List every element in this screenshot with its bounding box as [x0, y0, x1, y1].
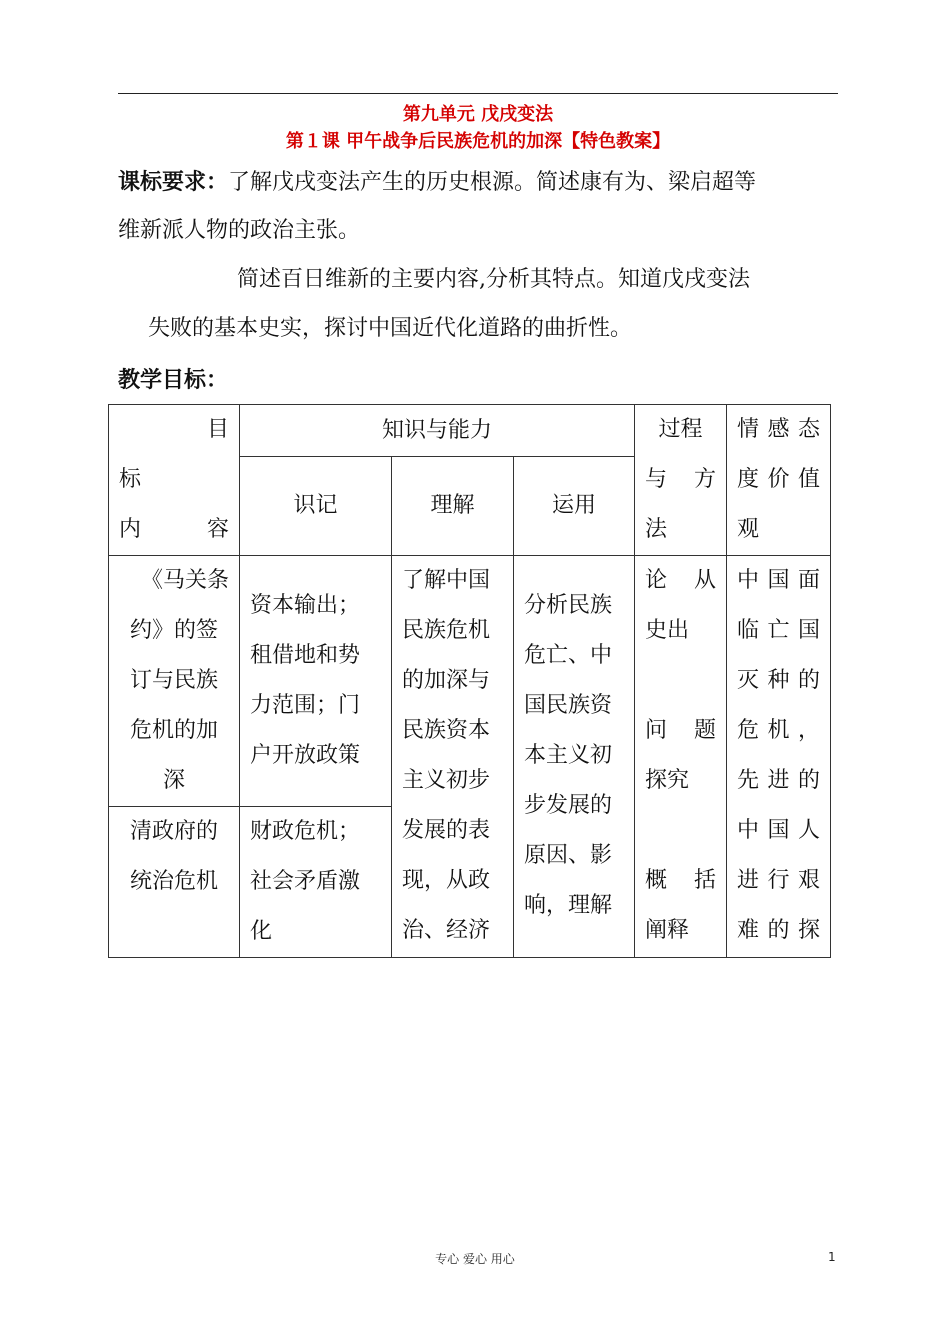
process-line: 问 题	[645, 718, 717, 743]
standards-line-2: 维新派人物的政治主张。	[118, 218, 361, 243]
understand-line: 民族资本	[402, 718, 491, 743]
emotion-line: 危机，	[737, 718, 821, 743]
process-line: 论 从	[645, 568, 717, 593]
emotion-header-cell	[727, 405, 831, 556]
apply-line: 步发展的	[524, 793, 613, 818]
unit-title: 第九单元 戊戌变法	[402, 104, 554, 125]
header-rule	[118, 93, 838, 94]
emotion-line: 中国面	[737, 568, 821, 593]
understand-header-cell	[392, 457, 514, 556]
objectives-table	[108, 404, 831, 958]
row2-memorize-line: 化	[250, 919, 273, 944]
knowledge-header-cell	[240, 405, 635, 457]
understand-header: 理解	[430, 493, 475, 519]
row1-content-line: 《马关条	[140, 568, 229, 593]
row1-memorize-line: 力范围；门	[250, 693, 361, 718]
understand-line: 现，从政	[402, 868, 491, 893]
emotion-line: 临亡国	[737, 618, 821, 643]
row1-memorize-line: 租借地和势	[250, 643, 361, 668]
apply-cell	[514, 556, 635, 958]
emotion-header-3: 观	[737, 517, 760, 542]
row1-memorize-line: 资本输出；	[250, 593, 361, 618]
emotion-line: 中国人	[737, 818, 821, 843]
apply-line: 本主义初	[524, 743, 613, 768]
row1-content-line: 深	[162, 768, 185, 793]
process-header-cell	[635, 405, 727, 556]
standards-label: 课标要求：	[118, 169, 229, 195]
process-line: 探究	[645, 768, 690, 793]
process-line: 概 括	[645, 868, 717, 893]
understand-line: 发展的表	[402, 818, 491, 843]
row1-memorize-cell	[240, 556, 392, 807]
row1-memorize-line: 户开放政策	[250, 743, 361, 768]
row1-content-line: 约》的签	[129, 618, 218, 643]
understand-line: 的加深与	[402, 668, 491, 693]
understand-line: 了解中国	[402, 568, 491, 593]
standards-line-3: 简述百日维新的主要内容,分析其特点。知道戊戌变法	[237, 267, 750, 292]
apply-line: 危亡、中	[524, 643, 613, 668]
process-line-blank	[645, 656, 716, 706]
emotion-line: 难的探	[737, 918, 821, 943]
standards-line-4: 失败的基本史实，探讨中国近代化道路的曲折性。	[148, 316, 633, 341]
emotion-line: 灭种的	[737, 668, 821, 693]
corner-header-cell	[109, 405, 240, 556]
standards-text-1: 了解戊戌变法产生的历史根源。简述康有为、梁启超等	[228, 170, 757, 195]
understand-line: 治、经济	[402, 918, 491, 943]
row1-content-line: 危机的加	[129, 718, 218, 743]
memorize-header-cell	[240, 457, 392, 556]
emotion-cell	[727, 556, 831, 958]
understand-line: 民族危机	[402, 618, 491, 643]
emotion-header-2: 度价值	[737, 467, 821, 492]
lesson-title: 第１课 甲午战争后民族危机的加深【特色教案】	[285, 131, 671, 152]
row1-content-cell	[109, 556, 240, 807]
apply-header-cell	[514, 457, 635, 556]
apply-line: 响，理解	[524, 893, 613, 918]
process-header-3: 法	[645, 517, 668, 542]
corner-top: 目	[206, 417, 229, 442]
process-header-2: 与方	[645, 467, 717, 492]
row2-memorize-cell	[240, 807, 392, 958]
process-line: 阐释	[645, 918, 690, 943]
apply-line: 分析民族	[524, 593, 613, 618]
row2-content-cell	[109, 807, 240, 958]
process-cell	[635, 556, 727, 958]
row2-content-line: 统治危机	[129, 869, 218, 894]
process-line: 史出	[645, 618, 690, 643]
row2-content-line: 清政府的	[129, 819, 218, 844]
memorize-header: 识记	[293, 493, 338, 519]
standards-line-1	[118, 168, 756, 197]
corner-bottom: 内 容	[119, 517, 229, 542]
corner-mid: 标	[119, 467, 142, 492]
apply-line: 国民族资	[524, 693, 613, 718]
emotion-header-1: 情感态	[737, 417, 821, 442]
row2-memorize-line: 社会矛盾激	[250, 869, 361, 894]
row1-content-line: 订与民族	[129, 668, 218, 693]
understand-cell	[392, 556, 514, 958]
apply-line: 原因、影	[524, 843, 613, 868]
knowledge-header: 知识与能力	[382, 417, 493, 443]
process-line-blank	[645, 806, 716, 856]
understand-line: 主义初步	[402, 768, 491, 793]
goals-label: 教学目标：	[118, 367, 229, 393]
emotion-line: 先进的	[737, 768, 821, 793]
page-number: 1	[828, 1250, 836, 1264]
footer-slogan: 专心 爱心 用心	[435, 1252, 515, 1266]
emotion-line: 进行艰	[737, 868, 821, 893]
apply-header: 运用	[552, 493, 597, 519]
process-header-1: 过程	[658, 417, 703, 442]
row2-memorize-line: 财政危机；	[250, 819, 361, 844]
